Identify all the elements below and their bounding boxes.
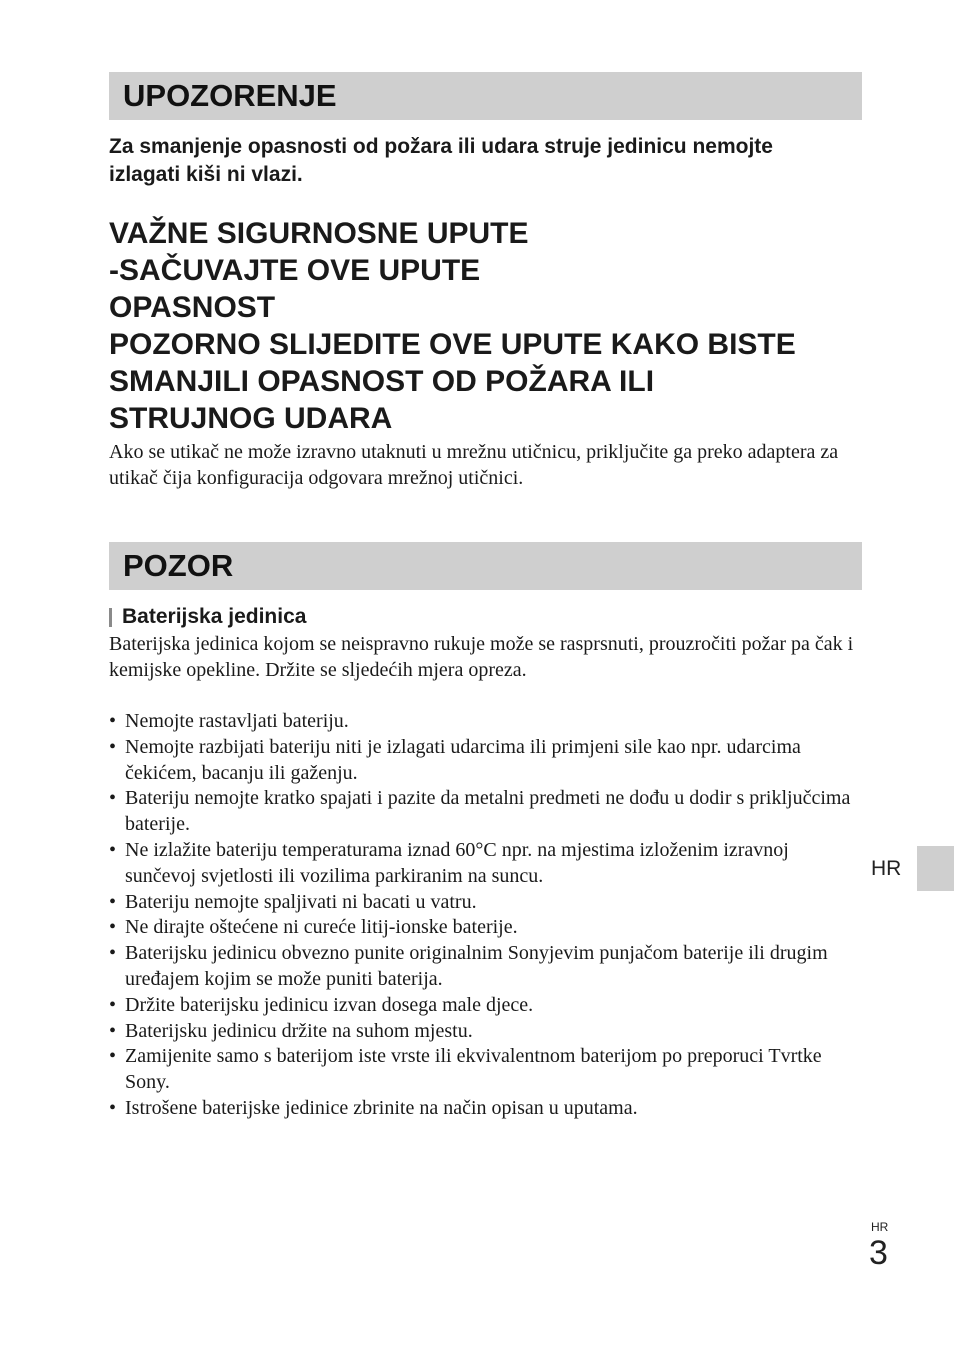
bullet-marker: • [109, 993, 117, 1016]
safety-heading: POZORNO SLIJEDITE OVE UPUTE KAKO BISTE [109, 328, 796, 361]
bullet-marker: • [109, 942, 117, 965]
bullet-marker: • [109, 1096, 117, 1119]
subheading-text: Baterijska jedinica [122, 605, 307, 628]
battery-intro: Baterijska jedinica kojom se neispravno rukuje može se rasprsnuti, prouzročiti požar pa čak i kemijske opekline. Držite se sljedećih mjera opreza. [109, 633, 854, 681]
bullet-marker: • [109, 787, 117, 810]
language-side-tab [917, 846, 954, 891]
safety-heading: VAŽNE SIGURNOSNE UPUTE [109, 217, 529, 250]
list-item: • Nemojte rastavljati bateriju. [109, 709, 854, 735]
list-item: • Zamijenite samo s baterijom iste vrste ili ekvivalentnom baterijom po preporuci Tvrtke Sony. [109, 1045, 822, 1094]
bullet-marker: • [109, 710, 117, 732]
battery-subheading [109, 603, 306, 631]
precaution-list [109, 709, 854, 1122]
bullet-marker: • [109, 916, 117, 939]
bullet-marker: • [109, 735, 117, 758]
language-label: HR [871, 857, 902, 880]
list-item: • Bateriju nemojte spaljivati ni bacati u vatru. [109, 890, 854, 916]
list-item: • Ne dirajte oštećene ni cureće litij-ionske baterije. [109, 915, 854, 941]
safety-headings [109, 215, 869, 437]
list-item: • Bateriju nemojte kratko spajati i pazite da metalni predmeti ne dođu u dodir s priključcima baterije. [109, 787, 851, 836]
list-item: • Baterijsku jedinicu držite na suhom mjestu. [109, 1019, 854, 1045]
safety-heading: -SAČUVAJTE OVE UPUTE [109, 254, 481, 287]
bullet-marker: • [109, 1045, 117, 1068]
list-item: • Istrošene baterijske jedinice zbrinite na način opisan u uputama. [109, 1096, 854, 1122]
list-item: • Držite baterijsku jedinicu izvan dosega male djece. [109, 993, 854, 1019]
subheading-marker [109, 608, 112, 627]
page-number: 3 [869, 1234, 888, 1272]
warning-text: Za smanjenje opasnosti od požara ili udara struje jedinicu nemojte izlagati kiši ni vlazi. [109, 135, 773, 186]
bullet-marker: • [109, 838, 117, 861]
section-title-upozorenje: UPOZORENJE [109, 72, 862, 120]
bullet-marker: • [109, 890, 117, 913]
adapter-paragraph: Ako se utikač ne može izravno utaknuti u mrežnu utičnicu, priključite ga preko adaptera za utikač čija konfiguracija odgovara mrežnoj utičnici. [109, 441, 839, 489]
section-title-pozor: POZOR [109, 542, 862, 590]
list-item: • Ne izlažite bateriju temperaturama iznad 60°C npr. na mjestima izloženim izravnoj sunčevoj svjetlosti ili vozilima parkiranim na suncu. [109, 838, 789, 887]
page-language: HR [871, 1220, 889, 1234]
safety-heading: OPASNOST [109, 291, 276, 324]
bullet-marker: • [109, 1019, 117, 1042]
list-item: • Baterijsku jedinicu obvezno punite originalnim Sonyjevim punjačom baterije ili drugim uređajem kojim se može puniti baterija. [109, 942, 828, 990]
safety-heading: STRUJNOG UDARA [109, 402, 393, 435]
list-item: • Nemojte razbijati bateriju niti je izlagati udarcima ili primjeni sile kao npr. udarcima čekićem, bacanju ili gaženju. [109, 735, 801, 784]
safety-heading: SMANJILI OPASNOST OD POŽARA ILI [109, 365, 655, 398]
